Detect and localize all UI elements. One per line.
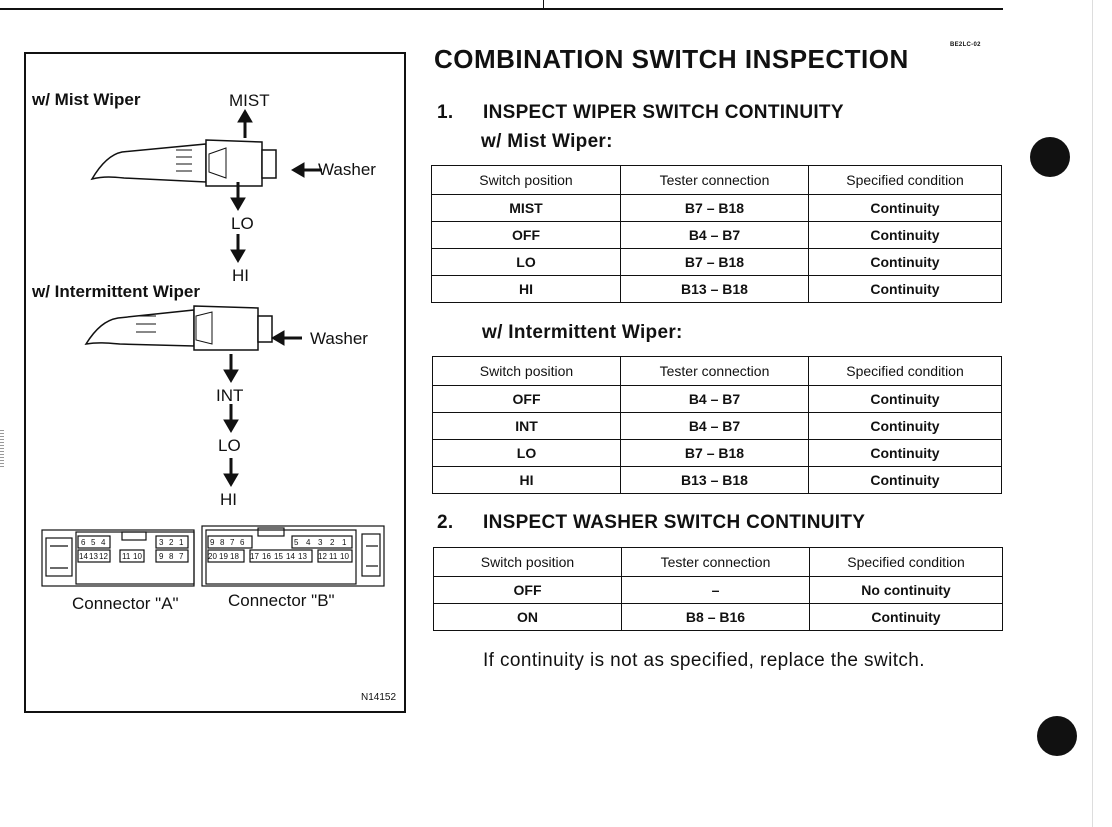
section-2-title: INSPECT WASHER SWITCH CONTINUITY xyxy=(483,512,866,533)
table-row xyxy=(433,386,1002,413)
cell-switch-position: HI xyxy=(433,467,621,494)
section-1-heading xyxy=(437,102,844,124)
svg-text:8: 8 xyxy=(220,538,225,547)
svg-text:10: 10 xyxy=(340,552,349,561)
figure-code: N14152 xyxy=(361,692,397,703)
header-tester-connection: Tester connection xyxy=(622,548,810,577)
svg-text:13: 13 xyxy=(89,552,98,561)
header-switch-position: Switch position xyxy=(433,357,621,386)
section-1-title: INSPECT WIPER SWITCH CONTINUITY xyxy=(483,102,844,123)
cell-switch-position: LO xyxy=(432,249,621,276)
cell-specified-condition: Continuity xyxy=(809,386,1002,413)
table-row xyxy=(433,467,1002,494)
svg-text:5: 5 xyxy=(91,538,96,547)
svg-text:4: 4 xyxy=(306,538,311,547)
table-row xyxy=(434,577,1003,604)
cell-specified-condition: No continuity xyxy=(810,577,1003,604)
table-row xyxy=(433,440,1002,467)
cell-switch-position: MIST xyxy=(432,195,621,222)
cell-tester-connection: B13 – B18 xyxy=(621,276,809,303)
cell-specified-condition: Continuity xyxy=(809,222,1002,249)
header-switch-position: Switch position xyxy=(434,548,622,577)
svg-text:3: 3 xyxy=(159,538,164,547)
header-tester-connection: Tester connection xyxy=(621,357,809,386)
cell-specified-condition: Continuity xyxy=(809,276,1002,303)
svg-text:18: 18 xyxy=(230,552,239,561)
svg-text:6: 6 xyxy=(240,538,245,547)
svg-text:12: 12 xyxy=(99,552,108,561)
table-row xyxy=(433,413,1002,440)
svg-text:3: 3 xyxy=(318,538,323,547)
intermittent-wiper-subheading: w/ Intermittent Wiper: xyxy=(482,322,683,343)
intermittent-arrows xyxy=(224,331,302,486)
svg-text:9: 9 xyxy=(159,552,164,561)
cell-tester-connection: B8 – B16 xyxy=(622,604,810,631)
section-2-heading xyxy=(437,512,865,534)
cell-tester-connection: B7 – B18 xyxy=(621,195,809,222)
svg-text:7: 7 xyxy=(230,538,235,547)
svg-text:17: 17 xyxy=(250,552,259,561)
svg-text:2: 2 xyxy=(330,538,335,547)
table-row xyxy=(432,195,1002,222)
header-specified-condition: Specified condition xyxy=(809,166,1002,195)
table-row xyxy=(432,276,1002,303)
svg-text:6: 6 xyxy=(81,538,86,547)
table-row xyxy=(434,604,1003,631)
svg-text:9: 9 xyxy=(210,538,215,547)
mist-hi-label: HI xyxy=(232,266,249,285)
svg-text:14: 14 xyxy=(79,552,88,561)
cell-switch-position: ON xyxy=(434,604,622,631)
mist-lo-label: LO xyxy=(231,214,254,233)
section-1-number: 1. xyxy=(437,102,454,123)
svg-text:4: 4 xyxy=(101,538,106,547)
cell-switch-position: OFF xyxy=(434,577,622,604)
svg-text:19: 19 xyxy=(219,552,228,561)
mist-stalk-icon xyxy=(92,140,276,186)
connector-a-label: Connector "A" xyxy=(72,594,179,613)
cell-switch-position: OFF xyxy=(432,222,621,249)
top-rule-tick xyxy=(543,0,544,8)
cell-tester-connection: B4 – B7 xyxy=(621,222,809,249)
connector-b-label: Connector "B" xyxy=(228,591,335,610)
cell-specified-condition: Continuity xyxy=(809,413,1002,440)
section-2-number: 2. xyxy=(437,512,454,533)
intermittent-wiper-label: w/ Intermittent Wiper xyxy=(32,282,200,301)
page-title: COMBINATION SWITCH INSPECTION xyxy=(434,44,909,74)
washer-label-mist: Washer xyxy=(318,160,376,179)
header-specified-condition: Specified condition xyxy=(810,548,1003,577)
replacement-note: If continuity is not as specified, replace the switch. xyxy=(483,650,925,671)
mist-wiper-label: w/ Mist Wiper xyxy=(32,90,141,109)
cell-switch-position: OFF xyxy=(433,386,621,413)
page-edge xyxy=(1092,0,1112,827)
header-tester-connection: Tester connection xyxy=(621,166,809,195)
svg-text:15: 15 xyxy=(274,552,283,561)
svg-text:1: 1 xyxy=(179,538,184,547)
svg-text:7: 7 xyxy=(179,552,184,561)
cell-switch-position: INT xyxy=(433,413,621,440)
punch-hole-bottom xyxy=(1037,716,1077,756)
mist-wiper-table xyxy=(431,165,1002,303)
header-specified-condition: Specified condition xyxy=(809,357,1002,386)
mist-wiper-subheading: w/ Mist Wiper: xyxy=(481,131,613,152)
document-code: BE2LC-02 xyxy=(950,42,981,48)
punch-hole-top xyxy=(1030,137,1070,177)
cell-switch-position: LO xyxy=(433,440,621,467)
top-rule xyxy=(0,0,1003,10)
cell-specified-condition: Continuity xyxy=(809,249,1002,276)
mist-position-label: MIST xyxy=(229,91,270,110)
cell-tester-connection: B13 – B18 xyxy=(621,467,809,494)
cell-switch-position: HI xyxy=(432,276,621,303)
svg-text:12: 12 xyxy=(318,552,327,561)
svg-text:16: 16 xyxy=(262,552,271,561)
svg-text:5: 5 xyxy=(294,538,299,547)
intermittent-wiper-table xyxy=(432,356,1002,494)
intermittent-lo-label: LO xyxy=(218,436,241,455)
header-switch-position: Switch position xyxy=(432,166,621,195)
switch-diagram-figure xyxy=(24,52,406,713)
cell-specified-condition: Continuity xyxy=(809,195,1002,222)
cell-specified-condition: Continuity xyxy=(809,467,1002,494)
cell-tester-connection: B4 – B7 xyxy=(621,386,809,413)
table-row xyxy=(432,222,1002,249)
table-header-row xyxy=(433,357,1002,386)
intermittent-int-label: INT xyxy=(216,386,244,405)
scan-edge-mark xyxy=(0,430,4,468)
intermittent-hi-label: HI xyxy=(220,490,237,509)
svg-text:2: 2 xyxy=(169,538,174,547)
cell-tester-connection: B7 – B18 xyxy=(621,440,809,467)
cell-tester-connection: B7 – B18 xyxy=(621,249,809,276)
cell-tester-connection: – xyxy=(622,577,810,604)
svg-text:11: 11 xyxy=(329,552,338,561)
svg-text:13: 13 xyxy=(298,552,307,561)
svg-text:14: 14 xyxy=(286,552,295,561)
svg-text:20: 20 xyxy=(208,552,217,561)
table-header-row xyxy=(434,548,1003,577)
cell-specified-condition: Continuity xyxy=(810,604,1003,631)
intermittent-stalk-icon xyxy=(86,306,272,350)
table-header-row xyxy=(432,166,1002,195)
cell-specified-condition: Continuity xyxy=(809,440,1002,467)
svg-text:11: 11 xyxy=(122,552,131,561)
table-row xyxy=(432,249,1002,276)
svg-text:1: 1 xyxy=(342,538,347,547)
washer-label-intermittent: Washer xyxy=(310,329,368,348)
cell-tester-connection: B4 – B7 xyxy=(621,413,809,440)
washer-switch-table xyxy=(433,547,1003,631)
svg-text:10: 10 xyxy=(133,552,142,561)
svg-text:8: 8 xyxy=(169,552,174,561)
